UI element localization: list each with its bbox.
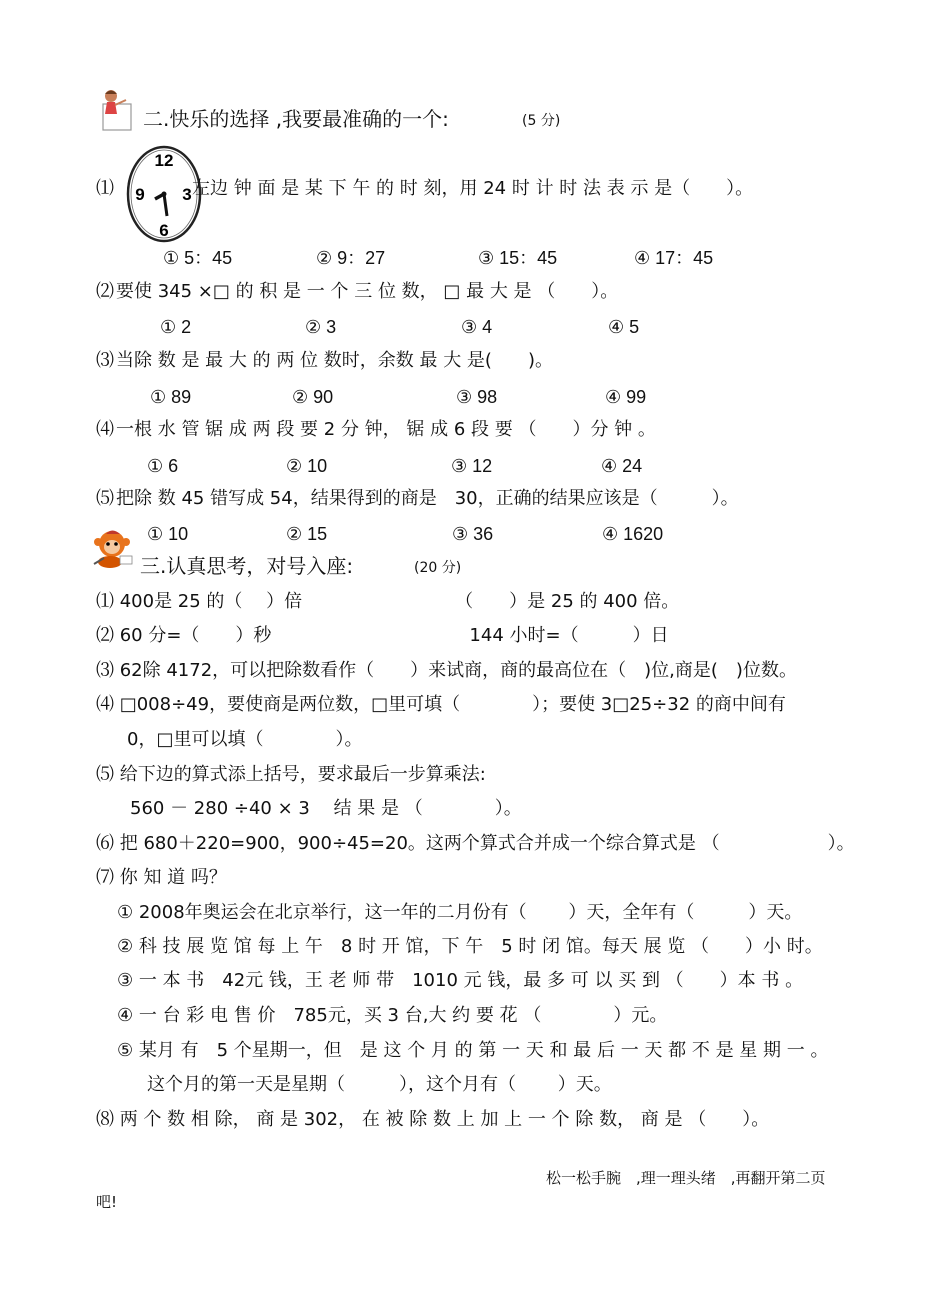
fill-question-5: ⑸ 给下边的算式添上括号，要求最后一步算乘法: (96, 764, 486, 785)
option: ③ 15：45 (478, 248, 558, 268)
option: ③ 12 (451, 456, 493, 476)
question-text: 一根 水 管 锯 成 两 段 要 2 分 钟， 锯 成 6 段 要 （ ）分 钟 。 (116, 419, 656, 440)
option: ① 2 (160, 317, 192, 337)
section3-title: 三.认真思考，对号入座: (140, 554, 354, 578)
fill-question-7-5-cont: 这个月的第一天是星期（ ），这个月有（ ）天。 (147, 1074, 612, 1095)
question-number: ⑸ (96, 488, 114, 509)
option: ② 15 (286, 524, 328, 544)
fill-question-2: ⑵ 60 分=（ ）秒 144 小时=（ ）日 (96, 625, 669, 646)
fill-question-5-expr: 560 － 280 ÷40 × 3 结 果 是 （ ）。 (130, 798, 522, 819)
option: ③ 36 (452, 524, 494, 544)
clock-label-9: 9 (135, 185, 145, 204)
fill-question-3: ⑶ 62除 4172，可以把除数看作（ ）来试商，商的最高位在（ )位,商是( )位数。 (96, 660, 797, 681)
fill-question-8: ⑻ 两 个 数 相 除， 商 是 302， 在 被 除 数 上 加 上 一 个 除 数， 商 是 （ ）。 (96, 1109, 770, 1130)
monkey-icon (90, 528, 138, 570)
option: ④ 99 (605, 387, 647, 407)
section2-title: 二.快乐的选择 ,我要最准确的一个: (143, 107, 449, 131)
question-number: ⑵ (96, 281, 114, 302)
question-text: 当除 数 是 最 大 的 两 位 数时，余数 最 大 是( )。 (116, 350, 553, 371)
fill-question-4-cont: 0，□里可以填（ ）。 (127, 729, 363, 750)
question-number: ⑴ (96, 178, 114, 199)
option: ① 89 (150, 387, 192, 407)
clock-label-12: 12 (154, 151, 174, 170)
fill-question-1: ⑴ 400是 25 的（ ）倍 （ ）是 25 的 400 倍。 (96, 591, 680, 612)
option: ② 90 (292, 387, 334, 407)
option: ② 10 (286, 456, 328, 476)
option: ① 5：45 (163, 248, 233, 268)
footer-line1: 松一松手腕 ,理一理头绪 ,再翻开第二页 (546, 1169, 826, 1187)
footer-line2: 吧! (96, 1193, 118, 1211)
question-text: 左边 钟 面 是 某 下 午 的 时 刻，用 24 时 计 时 法 表 示 是（ ）。 (192, 178, 754, 199)
question-number: ⑷ (96, 419, 114, 440)
option: ④ 1620 (602, 524, 664, 544)
teacher-icon (100, 88, 134, 134)
fill-question-7: ⑺ 你 知 道 吗？ (96, 867, 227, 888)
option: ② 3 (305, 317, 337, 337)
question-text: 把除 数 45 错写成 54，结果得到的商是 30，正确的结果应该是（ ）。 (116, 488, 739, 509)
option: ④ 24 (601, 456, 643, 476)
fill-question-7-5: ⑤ 某月 有 5 个星期一，但 是 这 个 月 的 第 一 天 和 最 后 一 天 都 不 是 星 期 一 。 (117, 1040, 829, 1061)
section2-points: (5 分) (522, 113, 561, 129)
fill-question-7-3: ③ 一 本 书 42元 钱，王 老 师 带 1010 元 钱，最 多 可 以 买 到 （ ）本 书 。 (117, 970, 804, 991)
fill-question-6: ⑹ 把 680＋220=900，900÷45=20。这两个算式合并成一个综合算式是 （ ）。 (96, 833, 855, 854)
option: ③ 98 (456, 387, 498, 407)
option: ③ 4 (461, 317, 493, 337)
option: ④ 5 (608, 317, 640, 337)
option: ② 9：27 (316, 248, 386, 268)
question-number: ⑶ (96, 350, 114, 371)
question-text: 要使 345 ×□ 的 积 是 一 个 三 位 数， □ 最 大 是 （ ）。 (116, 281, 619, 302)
section3-points: (20 分) (414, 560, 462, 576)
clock-label-6: 6 (159, 221, 169, 240)
fill-question-7-1: ① 2008年奥运会在北京举行，这一年的二月份有（ ）天，全年有（ ）天。 (117, 902, 803, 923)
fill-question-7-2: ② 科 技 展 览 馆 每 上 午 8 时 开 馆，下 午 5 时 闭 馆。每天 展 览 （ ）小 时。 (117, 936, 823, 957)
option: ① 6 (147, 456, 179, 476)
option: ① 10 (147, 524, 189, 544)
fill-question-7-4: ④ 一 台 彩 电 售 价 785元，买 3 台,大 约 要 花 （ ）元。 (117, 1005, 668, 1026)
clock-label-3: 3 (182, 185, 192, 204)
option: ④ 17：45 (634, 248, 714, 268)
fill-question-4: ⑷ □008÷49，要使商是两位数，□里可填（ ）；要使 3□25÷32 的商中间有 (96, 694, 786, 715)
